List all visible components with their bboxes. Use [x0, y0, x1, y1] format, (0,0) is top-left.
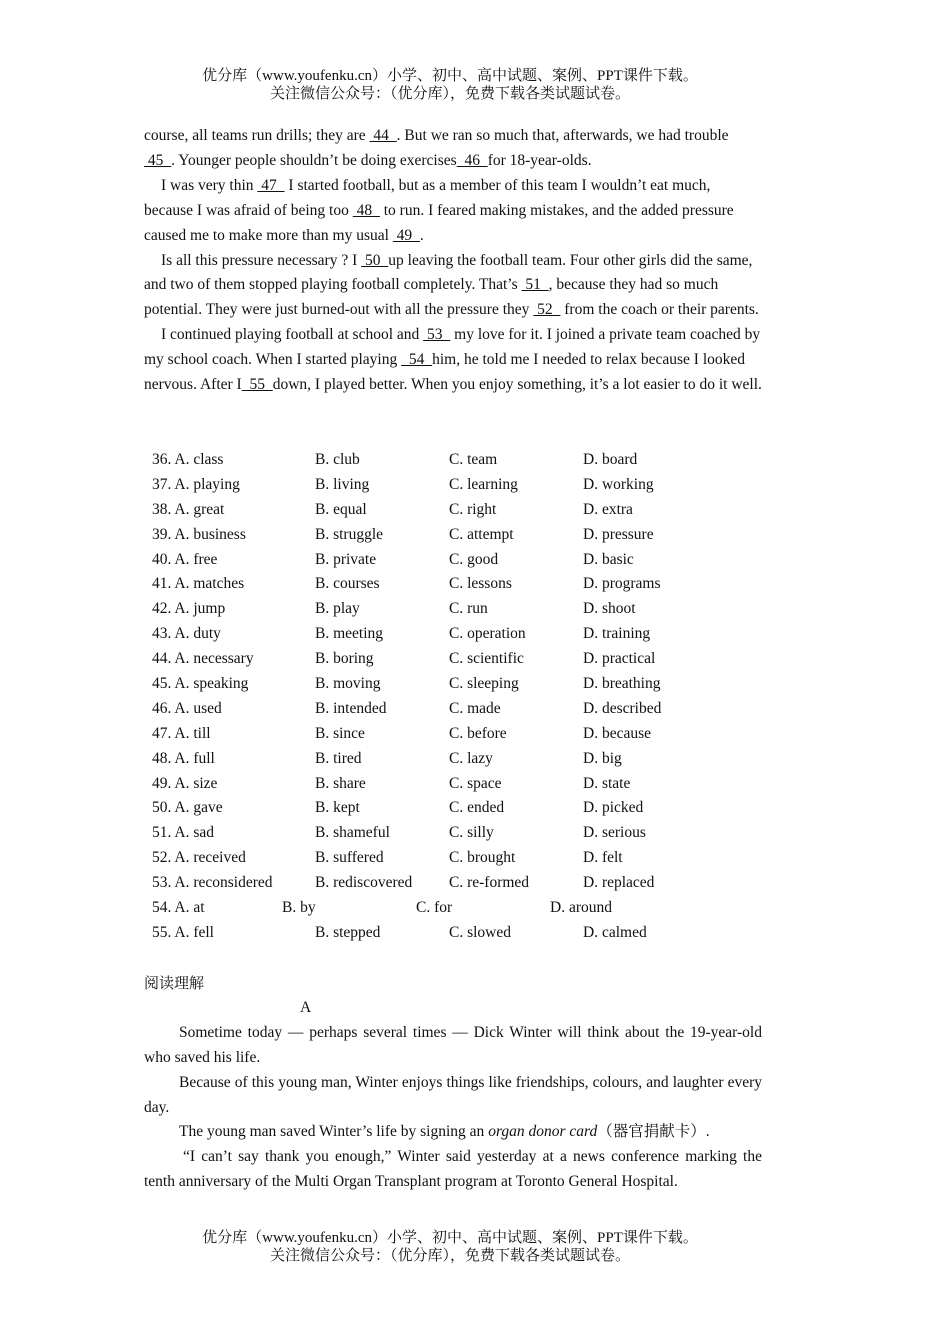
blank-53: 53 — [423, 326, 451, 344]
option-d: D. board — [583, 451, 638, 468]
option-a: 40. A. free — [152, 550, 218, 568]
text: him, he told me I needed to relax because I looked nervous. After I — [144, 351, 746, 394]
text: The young man saved Winter’s life by signing an — [179, 1123, 489, 1141]
option-b: B. moving — [315, 675, 381, 693]
blank-55: 55 — [241, 376, 273, 394]
option-c: C. learning — [449, 475, 518, 493]
option-a: 41. A. matches — [152, 575, 245, 593]
option-b: B. equal — [315, 500, 367, 518]
option-c: C. lessons — [449, 575, 512, 593]
option-b: B. by — [282, 899, 316, 917]
option-a: 54. A. at — [152, 899, 205, 917]
option-a: 47. A. till — [152, 724, 211, 742]
text: I started football, but as a member of this team I wouldn’t eat much, because I was afraid of being too — [144, 176, 711, 219]
option-d: D. state — [583, 774, 631, 792]
option-d: D. big — [583, 749, 622, 767]
option-b: B. club — [315, 451, 360, 468]
option-c: C. re-formed — [449, 874, 530, 892]
option-a: 43. A. duty — [152, 625, 221, 643]
paragraph-1 — [144, 124, 762, 174]
option-c: C. attempt — [449, 525, 514, 543]
blank-50: 50 — [361, 251, 389, 269]
option-b: B. suffered — [315, 849, 384, 867]
blank-44: 44 — [369, 127, 397, 144]
option-d: D. shoot — [583, 600, 636, 618]
option-a: 38. A. great — [152, 500, 225, 518]
option-c: C. made — [449, 699, 501, 717]
blank-46: 46 — [456, 151, 488, 169]
option-c: C. silly — [449, 824, 494, 842]
text: up leaving the football team. Four other girls did the same, and two of them stopped playing football completely. That’s — [144, 251, 753, 294]
cloze-passage — [144, 124, 762, 398]
header-line-1: 优分库（www.youfenku.cn）小学、初中、高中试题、案例、PPT课件下载。 — [202, 68, 698, 84]
organ-donor-card-term: organ donor card — [488, 1123, 598, 1141]
section-title: 阅读理解 — [144, 974, 205, 992]
text: I continued playing football at school and — [161, 326, 424, 344]
option-a: 55. A. fell — [152, 923, 214, 941]
text: down, I played better. When you enjoy something, it’s a lot easier to do it well. — [272, 376, 762, 394]
page-footer — [0, 1229, 900, 1265]
option-b: B. play — [315, 600, 360, 618]
text: . But we ran so much that, afterwards, we had trouble — [396, 127, 729, 144]
option-d: D. described — [583, 699, 662, 717]
option-c: C. run — [449, 600, 488, 618]
option-d: D. serious — [583, 824, 646, 842]
text: to run. I feared making mistakes, and the added pressure caused me to make more than my usual — [144, 201, 734, 244]
option-c: C. ended — [449, 799, 505, 817]
text: my love for it. I joined a private team coached by my school coach. When I started playing — [144, 326, 761, 369]
footer-line-2: 关注微信公众号：（优分库），免费下载各类试题试卷。 — [269, 1248, 630, 1264]
option-a: 50. A. gave — [152, 799, 223, 817]
option-d: D. pressure — [583, 525, 654, 543]
option-a: 46. A. used — [152, 699, 222, 717]
option-d: D. working — [583, 475, 654, 493]
option-c: C. team — [449, 451, 498, 468]
option-d: D. training — [583, 625, 651, 643]
text: course, all teams run drills; they are — [144, 127, 370, 144]
option-c: C. slowed — [449, 923, 511, 941]
option-d: D. because — [583, 724, 651, 742]
option-b: B. meeting — [315, 625, 384, 643]
option-d: D. around — [550, 899, 612, 917]
option-b: B. intended — [315, 699, 387, 717]
text: from the coach or their parents. — [560, 301, 759, 319]
option-b: B. tired — [315, 749, 362, 767]
blank-47: 47 — [257, 176, 285, 194]
option-b: B. rediscovered — [315, 874, 413, 892]
option-d: D. replaced — [583, 874, 655, 892]
option-b: B. stepped — [315, 923, 381, 941]
option-b: B. share — [315, 774, 366, 792]
blank-49: 49 — [392, 226, 420, 244]
option-b: B. struggle — [315, 525, 384, 543]
option-a: 39. A. business — [152, 525, 246, 543]
option-a: 53. A. reconsidered — [152, 874, 273, 892]
option-d: D. practical — [583, 650, 656, 668]
reading-paragraph-3 — [144, 1120, 762, 1145]
option-b: B. kept — [315, 799, 360, 817]
reading-paragraph-4: “I can’t say thank you enough,” Winter said yesterday at a news conference marking the tenth anniversary of the Multi Organ Transplant program at Toronto General Hospital. — [144, 1148, 762, 1191]
text: . — [419, 226, 424, 244]
option-a: 52. A. received — [152, 849, 246, 867]
blank-54: 54 — [401, 351, 433, 369]
option-b: B. courses — [315, 575, 380, 593]
reading-paragraph-1: Sometime today — perhaps several times — Dick Winter will think about the 19-year-old who saved his life. — [144, 1023, 762, 1066]
option-a: 49. A. size — [152, 774, 218, 792]
reading-paragraph-2: Because of this young man, Winter enjoys things like friendships, colours, and laughter every day. — [144, 1073, 762, 1116]
reading-comprehension — [144, 971, 762, 1195]
option-c: C. scientific — [449, 650, 524, 668]
option-a: 45. A. speaking — [152, 675, 249, 693]
blank-45: 45 — [144, 151, 172, 169]
option-d: D. felt — [583, 849, 623, 867]
option-d: D. breathing — [583, 675, 661, 693]
blank-51: 51 — [521, 276, 549, 294]
option-c: C. lazy — [449, 749, 493, 767]
footer-line-1: 优分库（www.youfenku.cn）小学、初中、高中试题、案例、PPT课件下载。 — [202, 1230, 698, 1246]
option-a: 42. A. jump — [152, 600, 226, 618]
option-d: D. picked — [583, 799, 644, 817]
option-a: 51. A. sad — [152, 824, 214, 842]
page-header — [0, 67, 900, 103]
option-c: C. good — [449, 550, 499, 568]
option-b: B. living — [315, 475, 370, 493]
paragraph-4 — [144, 323, 762, 398]
option-c: C. before — [449, 724, 507, 742]
option-c: C. operation — [449, 625, 526, 643]
option-d: D. programs — [583, 575, 661, 593]
option-d: D. calmed — [583, 923, 647, 941]
paragraph-2 — [144, 174, 762, 249]
blank-48: 48 — [352, 201, 380, 219]
option-a: 48. A. full — [152, 749, 215, 767]
text: for 18-year-olds. — [487, 151, 592, 169]
option-b: B. since — [315, 724, 365, 742]
option-b: B. shameful — [315, 824, 390, 842]
header-line-2: 关注微信公众号：（优分库），免费下载各类试题试卷。 — [269, 86, 630, 102]
text: . Younger people shouldn’t be doing exercises — [171, 151, 457, 169]
text: I was very thin — [161, 176, 258, 194]
option-d: D. basic — [583, 550, 634, 568]
text: Is all this pressure necessary ? I — [161, 251, 362, 269]
option-c: C. right — [449, 500, 497, 518]
option-c: C. for — [416, 899, 453, 917]
option-c: C. sleeping — [449, 675, 519, 693]
option-a: 37. A. playing — [152, 475, 240, 493]
option-c: C. brought — [449, 849, 516, 867]
text: , because they had so much potential. They were just burned-out with all the pressure they — [144, 276, 719, 319]
text: （器官捐献卡）. — [597, 1123, 710, 1141]
option-a: 36. A. class — [152, 451, 224, 468]
option-b: B. boring — [315, 650, 374, 668]
paragraph-3 — [144, 249, 762, 324]
option-b: B. private — [315, 550, 377, 568]
option-a: 44. A. necessary — [152, 650, 254, 668]
blank-52: 52 — [533, 301, 561, 319]
option-d: D. extra — [583, 500, 633, 518]
option-c: C. space — [449, 774, 502, 792]
passage-label: A — [300, 998, 312, 1016]
